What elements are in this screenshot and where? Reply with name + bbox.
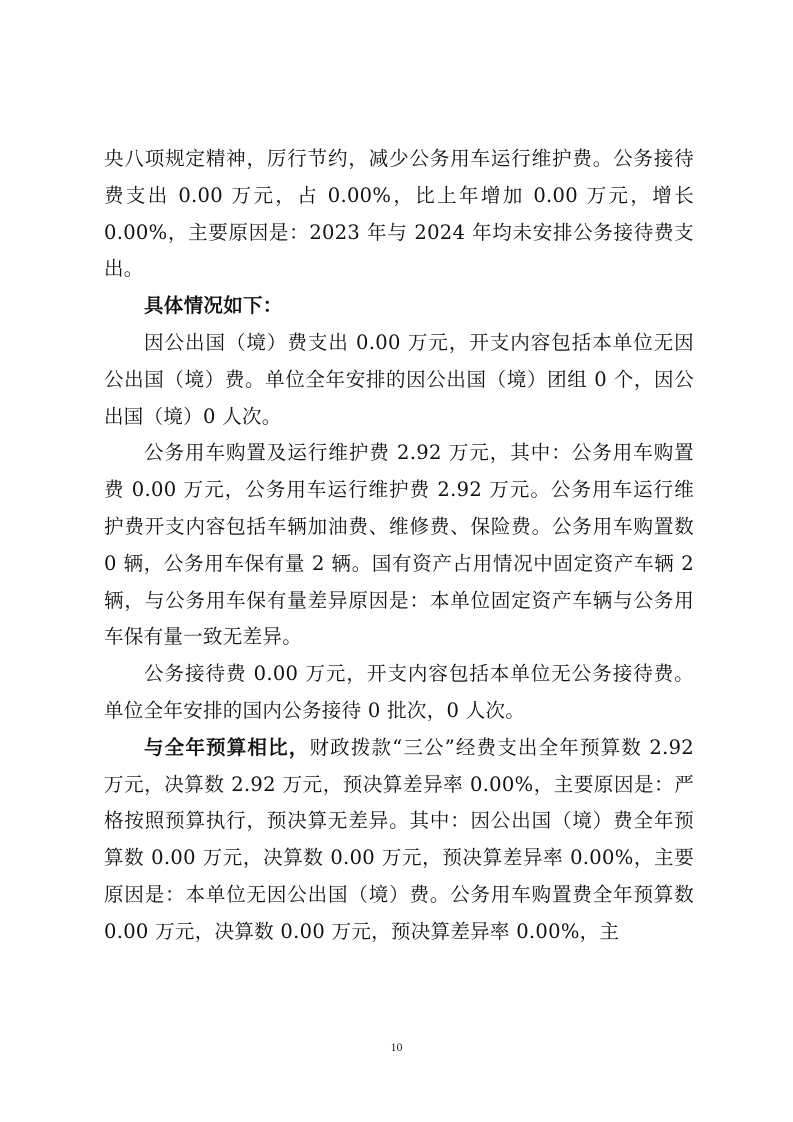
budget-comparison-lead: 与全年预算相比， [144, 735, 310, 759]
page-number: 10 [390, 1040, 403, 1054]
paragraph-official-reception: 公务接待费 0.00 万元，开支内容包括本单位无公务接待费。单位全年安排的国内公务接待 0 批次，0 人次。 [104, 662, 694, 722]
paragraph-official-vehicles: 公务用车购置及运行维护费 2.92 万元，其中：公务用车购置费 0.00 万元，公务用车运行维护费 2.92 万元。公务用车运行维护费开支内容包括车辆加油费、维修费、保险费。公务用车购置数 0 辆，公务用车保有量 2 辆。国有资产占用情况中固定资产车辆 2 辆，与公务用车保有量差异原因是：本单位固定资产车辆与公务用车保有量一致无差异。 [104, 441, 694, 649]
section-heading: 具体情况如下： [144, 294, 283, 318]
paragraph-overseas-travel: 因公出国（境）费支出 0.00 万元，开支内容包括本单位无因公出国（境）费。单位全年安排的因公出国（境）团组 0 个，因公出国（境）0 人次。 [104, 330, 694, 428]
budget-comparison-text: 财政拨款“三公”经费支出全年预算数 2.92 万元，决算数 2.92 万元，预决算差异率 0.00%，主要原因是：严格按照预算执行，预决算无差异。其中：因公出国（境）费全年预算数 0.00 万元，决算数 0.00 万元，预决算差异率 0.00%，主要原因是：本单位无因公出国（境）费。公务用车购置费全年预算数 0.00 万元，决算数 0.00 万元，预决算差异率 0.00%，主 [104, 735, 695, 943]
paragraph-continuation: 央八项规定精神，厉行节约，减少公务用车运行维护费。公务接待费支出 0.00 万元，占 0.00%，比上年增加 0.00 万元，增长 0.00%，主要原因是：2023 年与 2024 年均未安排公务接待费支出。 [104, 147, 694, 281]
paragraph-budget-comparison [104, 730, 694, 951]
document-body [104, 141, 694, 951]
